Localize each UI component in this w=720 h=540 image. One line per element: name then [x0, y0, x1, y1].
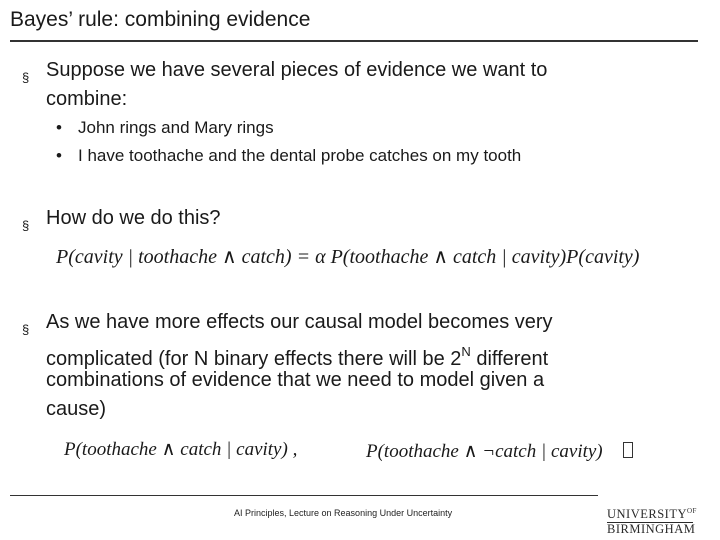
formula-1-text: P(toothache ∧ catch | cavity) ,: [64, 439, 298, 460]
formula-1: [64, 438, 297, 461]
subbullet-2: [56, 142, 521, 170]
bullet-3-line-4: cause): [46, 398, 107, 420]
logo-word-birmingham: BIRMINGHAM: [607, 522, 696, 536]
bayes-formula: [56, 244, 639, 269]
bullet-3-line-3: combinations of evidence that we need to model given a: [46, 369, 545, 391]
logo-line-1: [607, 505, 697, 521]
bayes-formula-text: P(cavity | toothache ∧ catch) = α P(toothache ∧ catch | cavity)P(cavity): [56, 246, 640, 268]
subbullet-marker: •: [56, 146, 62, 165]
bullet-3-line-2-pre: complicated (for N binary effects there will be 2: [46, 348, 462, 370]
bullet-3-superscript: N: [461, 344, 471, 359]
bullet-marker: §: [22, 322, 30, 337]
bullet-marker: §: [22, 218, 30, 233]
bullet-marker: §: [22, 70, 30, 85]
footer-text: AI Principles, Lecture on Reasoning Under Uncertainty: [234, 508, 453, 518]
formula-2-text: P(toothache ∧ ¬catch | cavity): [366, 441, 603, 462]
missing-glyph-box: [623, 442, 633, 458]
logo-word-of: OF: [687, 507, 697, 515]
subbullet-1: [56, 114, 274, 142]
title-divider: [10, 40, 698, 42]
subbullet-2-text: I have toothache and the dental probe catches on my tooth: [78, 146, 522, 165]
subbullet-marker: •: [56, 118, 62, 137]
subbullet-1-text: John rings and Mary rings: [78, 118, 274, 137]
slide-title: Bayes’ rule: combining evidence: [10, 8, 311, 31]
bullet-2-line-1: How do we do this?: [46, 207, 221, 229]
bullet-1-line-1: Suppose we have several pieces of evidence we want to: [46, 59, 548, 81]
logo-word-university: UNIVERSITY: [607, 507, 687, 521]
university-logo: [607, 505, 697, 536]
bullet-3-line-2-post: different: [470, 348, 549, 370]
footer-divider: [10, 495, 598, 496]
bullet-1-line-2: combine:: [46, 88, 128, 110]
bullet-3-line-1: As we have more effects our causal model becomes very: [46, 311, 553, 333]
formula-2: [366, 440, 633, 463]
